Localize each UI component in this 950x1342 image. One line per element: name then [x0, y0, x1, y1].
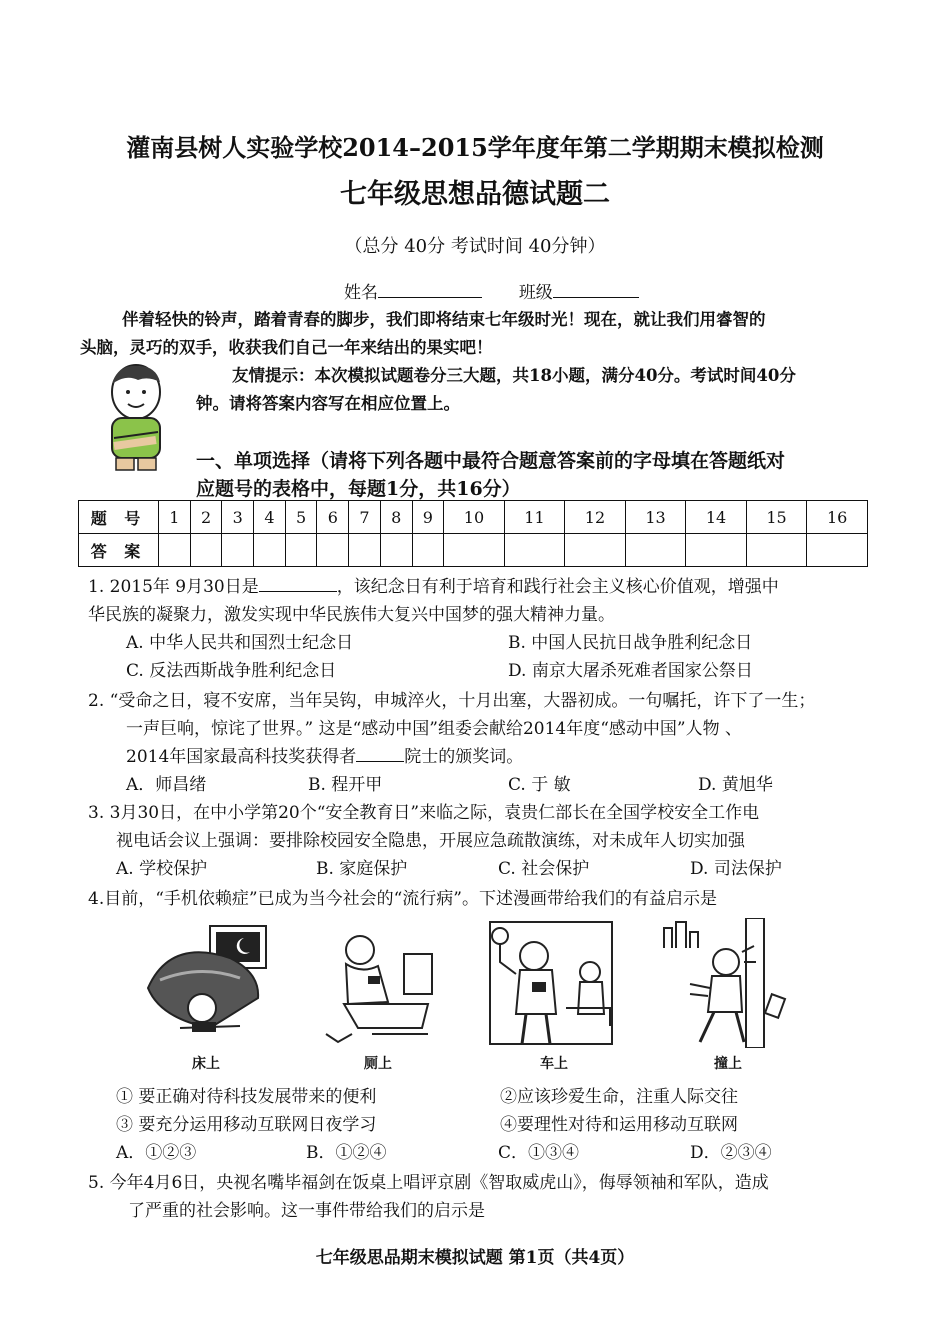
tip-line-2: 钟。请将答案内容写在相应位置上。 [196, 394, 460, 413]
qnum-cell: 6 [317, 501, 349, 534]
qnum-cell: 13 [625, 501, 686, 534]
cartoon-on-bus-icon [486, 918, 616, 1048]
q4-option-a[interactable]: A．①②③ [116, 1143, 197, 1163]
q2-blank[interactable] [356, 746, 404, 762]
section1-heading-line2: 应题号的表格中，每题1分，共16分） [196, 478, 521, 500]
q3-option-d[interactable]: D. 司法保护 [690, 859, 782, 879]
caption-on-bus: 车上 [540, 1056, 568, 1072]
answer-cell[interactable] [686, 534, 747, 567]
qnum-cell: 2 [190, 501, 222, 534]
section1-heading-line1: 一、单项选择（请将下列各题中最符合题意答案前的字母填在答题纸对 [196, 450, 786, 472]
cartoon-bump-pole-icon [660, 918, 790, 1048]
q2-option-a[interactable]: A．师昌绪 [126, 775, 207, 795]
intro-line-2: 头脑，灵巧的双手，收获我们自己一年来结出的果实吧！ [80, 338, 493, 357]
q2-option-b[interactable]: B. 程开甲 [308, 775, 383, 795]
question-1-line1 [88, 572, 779, 597]
question-2-line3 [126, 742, 523, 767]
q4-statement-2: ②应该珍爱生命，注重人际交往 [500, 1087, 738, 1107]
qnum-cell: 8 [380, 501, 412, 534]
student-cartoon-icon [98, 362, 170, 472]
answer-cell[interactable] [746, 534, 807, 567]
exam-info: （总分 40分 考试时间 40分钟） [344, 236, 606, 257]
answer-cell[interactable] [159, 534, 191, 567]
q4-statement-1: ① 要正确对待科技发展带来的便利 [116, 1087, 377, 1107]
qnum-cell: 11 [504, 501, 565, 534]
name-class-line [344, 278, 639, 303]
class-label: 班级 [518, 283, 553, 303]
q3-option-b[interactable]: B. 家庭保护 [316, 859, 408, 879]
q1-text-a: 1. 2015年 9月30日是 [88, 577, 259, 597]
cartoon-in-bed-icon [140, 918, 270, 1048]
q4-statement-4: ④要理性对待和运用移动互联网 [500, 1115, 738, 1135]
answer-cell[interactable] [565, 534, 626, 567]
qnum-cell: 3 [222, 501, 254, 534]
q2-text-a: 2014年国家最高科技奖获得者 [126, 747, 357, 767]
qnum-cell: 12 [565, 501, 626, 534]
question-2-line1: 2. “受命之日，寝不安席，当年吴钩，申城淬火，十月出塞，大器初成。一句嘱托，许下了一生； [88, 691, 816, 711]
answer-row [79, 534, 868, 567]
answer-cell[interactable] [285, 534, 317, 567]
qnum-cell: 4 [254, 501, 286, 534]
qnum-cell: 15 [746, 501, 807, 534]
q2-option-d[interactable]: D. 黄旭华 [698, 775, 773, 795]
q1-text-b: ，该纪念日有利于培育和践行社会主义核心价值观，增强中 [336, 577, 779, 597]
q2-text-b: 院士的颁奖词。 [404, 747, 524, 767]
q1-option-c[interactable]: C. 反法西斯战争胜利纪念日 [126, 661, 337, 681]
answer-cell[interactable] [254, 534, 286, 567]
qnum-cell: 10 [444, 501, 505, 534]
question-5-line2: 了严重的社会影响。这一事件带给我们的启示是 [128, 1201, 485, 1221]
q2-option-c[interactable]: C. 于 敏 [508, 775, 571, 795]
qnum-cell: 14 [686, 501, 747, 534]
q1-option-a[interactable]: A. 中华人民共和国烈士纪念日 [126, 633, 354, 653]
answer-cell[interactable] [504, 534, 565, 567]
name-blank[interactable] [378, 282, 482, 298]
answer-cell[interactable] [625, 534, 686, 567]
qnum-cell: 5 [285, 501, 317, 534]
qnum-cell: 16 [807, 501, 868, 534]
caption-in-toilet: 厕上 [364, 1056, 392, 1072]
row-label-answer: 答 案 [79, 534, 159, 567]
caption-bump: 撞上 [714, 1056, 742, 1072]
answer-cell[interactable] [807, 534, 868, 567]
qnum-cell: 1 [159, 501, 191, 534]
q3-option-c[interactable]: C. 社会保护 [498, 859, 590, 879]
question-3-line2: 视电话会议上强调：要排除校园安全隐患，开展应急疏散演练，对未成年人切实加强 [116, 831, 745, 851]
tip-line-1: 友情提示：本次模拟试题卷分三大题，共18小题，满分40分。考试时间40分 [232, 366, 796, 385]
intro-line-1: 伴着轻快的铃声，踏着青春的脚步，我们即将结束七年级时光！现在，就让我们用睿智的 [122, 310, 766, 329]
q4-option-d[interactable]: D．②③④ [690, 1143, 772, 1163]
question-3-line1: 3. 3月30日，在中小学第20个“安全教育日”来临之际，袁贵仁部长在全国学校安全工作电 [88, 803, 760, 823]
q1-option-b[interactable]: B. 中国人民抗日战争胜利纪念日 [508, 633, 753, 653]
exam-title: 灌南县树人实验学校2014–2015学年度年第二学期期末模拟检测 [126, 133, 824, 162]
answer-cell[interactable] [412, 534, 444, 567]
qnum-cell: 9 [412, 501, 444, 534]
q1-option-d[interactable]: D. 南京大屠杀死难者国家公祭日 [508, 661, 753, 681]
answer-cell[interactable] [222, 534, 254, 567]
question-5-line1: 5. 今年4月6日，央视名嘴毕福剑在饭桌上唱评京剧《智取威虎山》，侮辱领袖和军队，造成 [88, 1173, 769, 1193]
page-footer: 七年级思品期末模拟试题 第1页（共4页） [315, 1248, 635, 1268]
answer-cell[interactable] [349, 534, 381, 567]
qnum-cell: 7 [349, 501, 381, 534]
question-4-line1: 4.目前，“手机依赖症”已成为当今社会的“流行病”。下述漫画带给我们的有益启示是 [88, 889, 717, 909]
answer-cell[interactable] [444, 534, 505, 567]
q4-option-b[interactable]: B．①②④ [306, 1143, 387, 1163]
row-label-number: 题 号 [79, 501, 159, 534]
question-2-line2: 一声巨响，惊诧了世界。” 这是“感动中国”组委会献给2014年度“感动中国”人物 、 [126, 719, 743, 739]
answer-cell[interactable] [190, 534, 222, 567]
q1-blank[interactable] [259, 576, 337, 592]
name-label: 姓名 [344, 283, 378, 303]
q4-option-c[interactable]: C．①③④ [498, 1143, 580, 1163]
q4-statement-3: ③ 要充分运用移动互联网日夜学习 [116, 1115, 377, 1135]
question-1-line2: 华民族的凝聚力，激发实现中华民族伟大复兴中国梦的强大精神力量。 [88, 605, 615, 625]
exam-subject-title: 七年级思想品德试题二 [340, 179, 610, 210]
answer-cell[interactable] [380, 534, 412, 567]
cartoon-in-toilet-icon [318, 918, 448, 1048]
q3-option-a[interactable]: A. 学校保护 [116, 859, 208, 879]
answer-table [78, 500, 868, 567]
caption-in-bed: 床上 [192, 1056, 220, 1072]
class-blank[interactable] [553, 282, 639, 298]
answer-cell[interactable] [317, 534, 349, 567]
question-number-row [79, 501, 868, 534]
